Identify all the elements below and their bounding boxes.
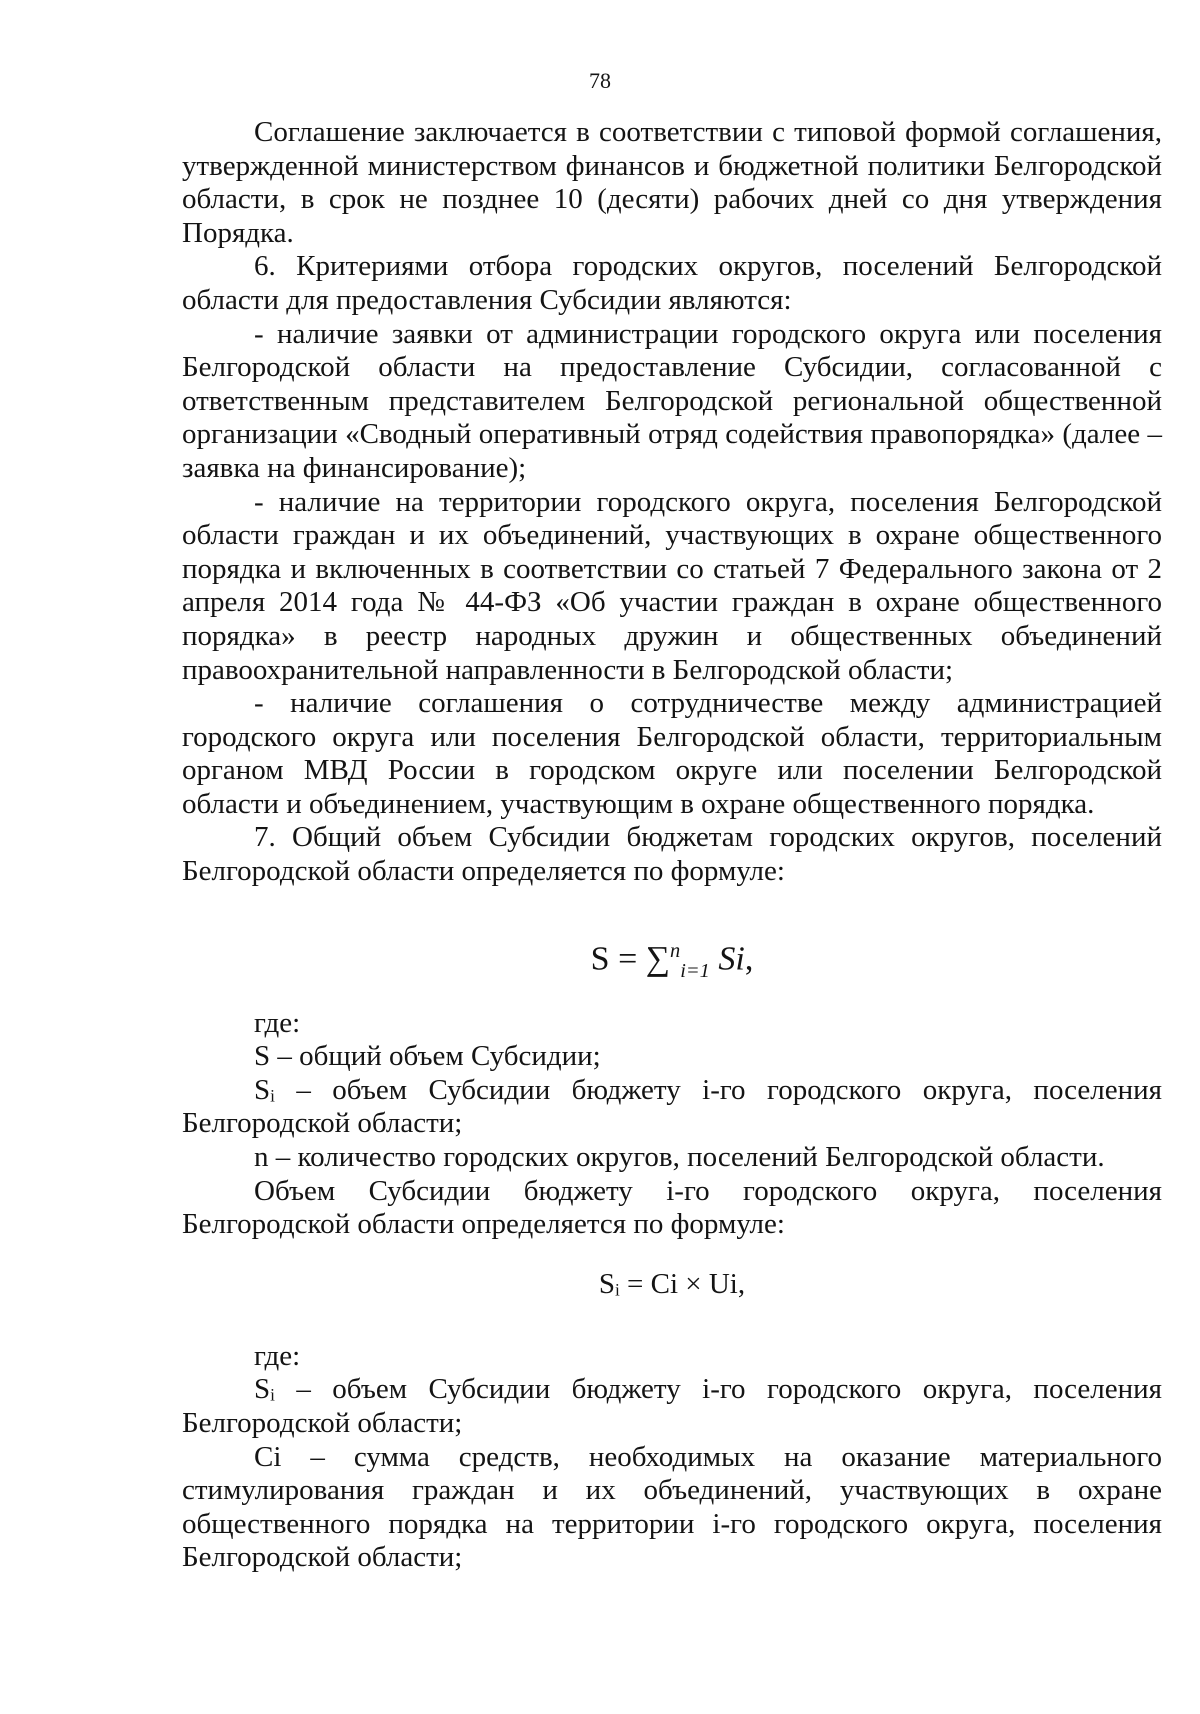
formula-lhs: S: [590, 939, 610, 977]
sum-upper-limit: n: [670, 939, 681, 962]
where-label: где:: [254, 1006, 301, 1039]
document-body: [182, 116, 1162, 1575]
definition-s: S – общий объем Субсидии;: [254, 1040, 601, 1073]
formula-total-subsidy: [182, 889, 1162, 1007]
criterion-cooperation: - наличие соглашения о сотрудничестве между администрацией городского округа или поселения Белгородской области, территориальным органом МВД России в городском округе или поселении Белгородской области и объединением, участвующим в охране общественного порядка.: [182, 687, 1162, 820]
definition-n: n – количество городских округов, поселений Белгородской области.: [254, 1141, 1105, 1174]
formula-equals: =: [618, 939, 638, 977]
criterion-application: - наличие заявки от администрации городского округа или поселения Белгородской области на предоставление Субсидии, согласованной с ответственным представителем Белгородской региональной общественной организации «Сводный оперативный отряд содействия правопорядка» (далее – заявка на финансирование);: [182, 317, 1162, 484]
definition-si-2: Sᵢ – объем Субсидии бюджету i-го городского округа, поселения Белгородской области;: [182, 1373, 1162, 1439]
paragraph-total-volume: 7. Общий объем Субсидии бюджетам городских округов, поселений Белгородской области определяется по формуле:: [182, 821, 1162, 888]
formula-subsidy-i: Sᵢ = Ci × Ui,: [598, 1267, 746, 1300]
criterion-citizens: - наличие на территории городского округа, поселения Белгородской области граждан и их объединений, участвующих в охране общественного порядка и включенных в соответствии со статьей 7 Федерального закона от 2 апреля 2014 года № 44-ФЗ «Об участии граждан в охране общественного порядка» в реестр народных дружин и общественных объединений правоохранительной направленности в Белгородской области;: [182, 485, 1162, 686]
definition-si: Sᵢ – объем Субсидии бюджету i-го городского округа, поселения Белгородской области;: [182, 1073, 1162, 1140]
paragraph-criteria-intro: 6. Критериями отбора городских округов, поселений Белгородской области для предоставления Субсидии являются:: [182, 250, 1162, 316]
page-number: 78: [589, 68, 611, 93]
formula-tail: ,: [744, 939, 754, 977]
formula-term: Si: [718, 939, 745, 977]
definition-ci: Ci – сумма средств, необходимых на оказание материального стимулирования граждан и их объединений, участвующих в охране общественного порядка на территории i-го городского округа, поселения Белгородской области;: [182, 1440, 1162, 1574]
paragraph-agreement: Соглашение заключается в соответствии с типовой формой соглашения, утвержденной министерством финансов и бюджетной политики Белгородской области, в срок не позднее 10 (десяти) рабочих дней со дня утверждения Порядка.: [182, 116, 1162, 249]
sum-lower-limit: i=1: [680, 959, 710, 982]
sum-symbol: ∑: [645, 939, 671, 977]
paragraph-volume-i: Объем Субсидии бюджету i-го городского округа, поселения Белгородской области определяется по формуле:: [182, 1174, 1162, 1241]
where-label-2: где:: [254, 1339, 301, 1372]
